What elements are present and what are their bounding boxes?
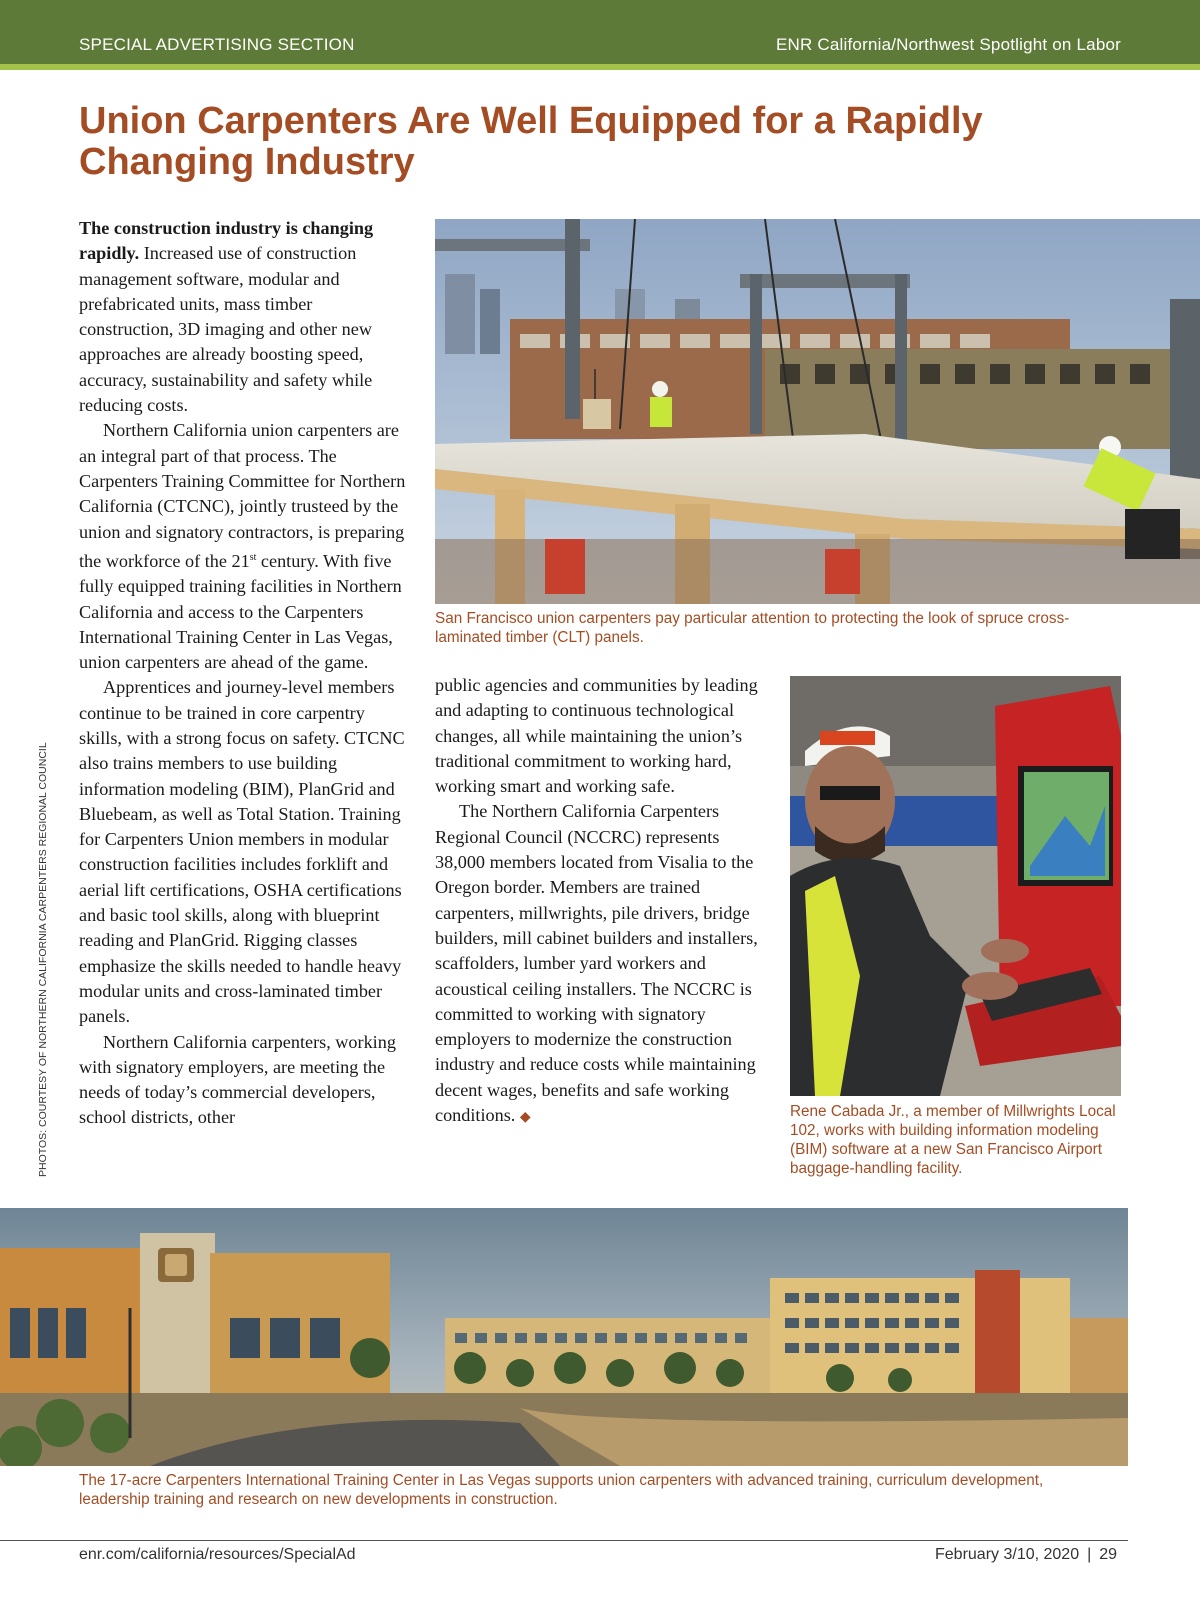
lead-in: The construction industry is changing rapidly. — [79, 218, 374, 264]
paragraph-1 — [79, 216, 409, 418]
footer-url: enr.com/california/resources/SpecialAd — [79, 1546, 356, 1563]
end-mark-icon: ◆ — [519, 1110, 531, 1126]
footer-date-page — [935, 1546, 1117, 1564]
footer-rule — [0, 1540, 1128, 1541]
photo-caption-2: Rene Cabada Jr., a member of Millwrights Local 102, works with building information modeling (BIM) software at a new San Francisco Airport baggage-handling facility. — [790, 1103, 1116, 1177]
paragraph-5-text: The Northern California Carpenters Regional Council (NCCRC) represents 38,000 members located from Visalia to the Oregon border. Members are trained carpenters, millwrights, pile drivers, bridge builders, mill cabinet builders and installers, scaffolders, lumber yard workers and acoustical ceiling installers. The NCCRC is committed to working with signatory employers to modernize the construction industry and reduce costs while maintaining decent wages, benefits and safe working conditions. — [435, 801, 758, 1126]
photo-training-center — [0, 1208, 1128, 1466]
issue-date: February 3/10, 2020 — [935, 1546, 1080, 1563]
footer-separator: | — [1087, 1546, 1092, 1563]
paragraph-5 — [435, 799, 765, 1130]
article-column-1 — [79, 216, 409, 1131]
photo-clt-panels — [435, 219, 1200, 604]
header-stripe — [0, 64, 1200, 70]
article-column-2 — [435, 673, 765, 1130]
paragraph-2-text-b: century. With five fully equipped training facilities in Northern California and access to the Carpenters International Training Center in Las Vegas, union carpenters are ahead of the game. — [79, 550, 402, 673]
publication-label: ENR California/Northwest Spotlight on Labor — [776, 35, 1121, 54]
page-number: 29 — [1099, 1546, 1118, 1563]
section-label: SPECIAL ADVERTISING SECTION — [79, 35, 355, 54]
photo-credit: PHOTOS: COURTESY OF NORTHERN CALIFORNIA CARPENTERS REGIONAL COUNCIL — [37, 742, 49, 1177]
paragraph-4-part-2: public agencies and communities by leading and adapting to continuous technological changes, all while maintaining the union’s traditional commitment to working hard, working smart and working safe. — [435, 675, 758, 797]
photo-caption-1: San Francisco union carpenters pay particular attention to protecting the look of spruce cross-laminated timber (CLT) panels. — [435, 610, 1070, 646]
paragraph-2 — [79, 418, 409, 675]
paragraph-3: Apprentices and journey-level members continue to be trained in core carpentry skills, with a strong focus on safety. CTCNC also trains members to use building information modeling (BIM), PlanGrid and Bluebeam, as well as Total Station. Training for Carpenters Union members in modular construction facilities includes forklift and aerial lift certifications, OSHA certifications and basic tool skills, along with blueprint reading and PlanGrid. Rigging classes emphasize the skills needed to handle heavy modular units and cross-laminated timber panels. — [79, 677, 405, 1027]
page-title — [79, 101, 1079, 183]
page-title-line-1: Union Carpenters Are Well Equipped for a Rapidly — [79, 100, 983, 142]
page-title-line-2: Changing Industry — [79, 141, 415, 183]
photo-caption-3: The 17-acre Carpenters International Training Center in Las Vegas supports union carpenters with advanced training, curriculum development, leadership training and research on new developments in construction. — [79, 1472, 1044, 1508]
paragraph-2-text-a: Northern California union carpenters are an integral part of that process. The Carpenters Training Committee for Northern California (CTCNC), jointly trusteed by the union and signatory contractors, is preparing the workforce of the 21 — [79, 420, 406, 571]
paragraph-1-text: Increased use of construction management software, modular and prefabricated units, mass timber construction, 3D imaging and other new approaches are already boosting speed, accuracy, sustainability and safety while reducing costs. — [79, 243, 373, 416]
superscript: st — [249, 551, 257, 563]
photo-bim-worker — [790, 676, 1121, 1096]
paragraph-4-part-1: Northern California carpenters, working with signatory employers, are meeting the needs of today’s commercial developers, school districts, other — [79, 1031, 396, 1128]
